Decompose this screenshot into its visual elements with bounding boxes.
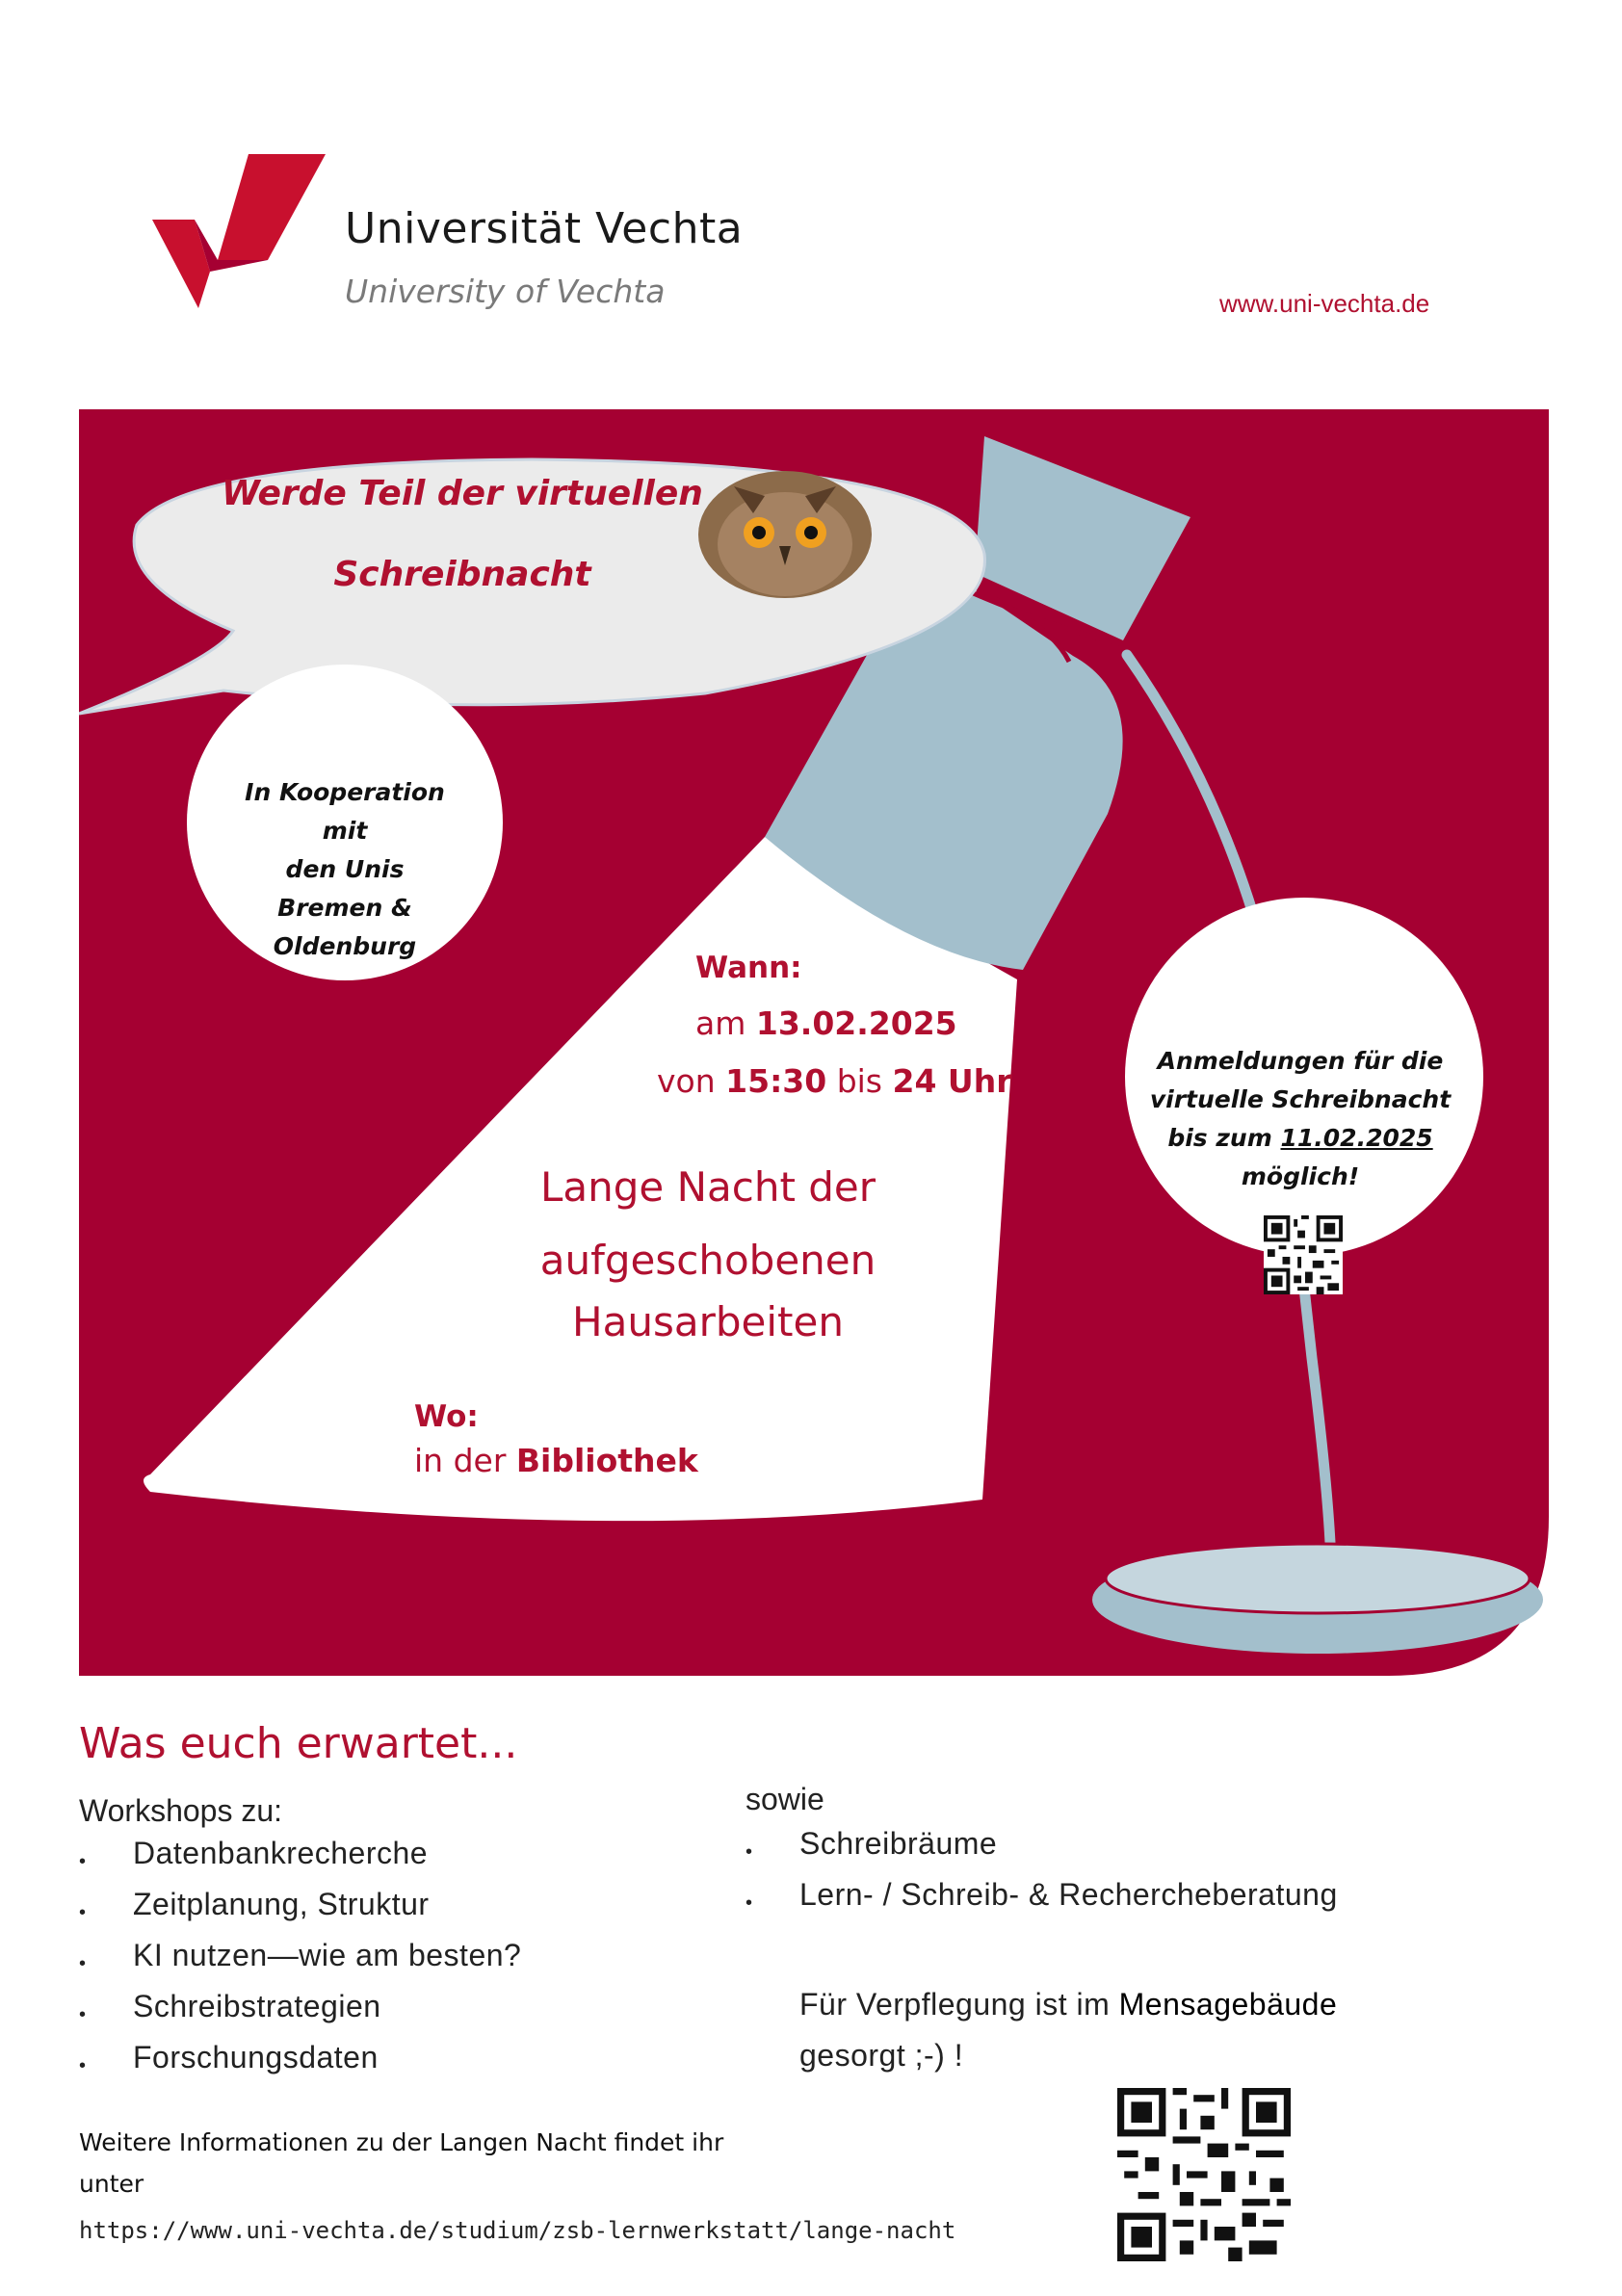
event-location: in der Bibliothek xyxy=(414,1442,698,1479)
university-name: Universität Vechta xyxy=(345,204,744,253)
qr-code-icon[interactable] xyxy=(1117,2088,1291,2261)
more-info-text: Weitere Informationen zu der Langen Nacht findet ihr unter xyxy=(79,2128,724,2198)
qr-code-icon[interactable] xyxy=(1264,1215,1343,1294)
list-item: • Lern- / Schreib- & Rechercheberatung xyxy=(746,1877,1338,1914)
registration-text: Anmeldungen für die virtuelle Schreibnacht bis zum 11.02.2025 möglich! xyxy=(1149,1047,1452,1190)
cooperation-text: In Kooperation mit den Unis Bremen & Oldenburg xyxy=(245,778,445,960)
list-item: • Schreibräume xyxy=(746,1826,998,1863)
food-note: Für Verpflegung ist im Mensagebäude gesorgt ;-) ! xyxy=(799,1987,1338,2073)
workshops-list xyxy=(79,1836,753,2091)
event-date: am 13.02.2025 xyxy=(695,1004,957,1042)
when-label: Wann: xyxy=(695,951,802,985)
bubble-line-1: Werde Teil der virtuellen xyxy=(222,474,703,513)
bubble-line-2: Schreibnacht xyxy=(333,555,591,594)
section-heading: Was euch erwartet... xyxy=(79,1719,518,1768)
where-label: Wo: xyxy=(414,1399,479,1434)
list-item: • Forschungsdaten xyxy=(79,2040,379,2076)
list-item: • Schreibstrategien xyxy=(79,1989,381,2025)
list-item: • Datenbankrecherche xyxy=(79,1836,429,1872)
university-logo-mark xyxy=(152,154,326,308)
list-item: • KI nutzen—wie am besten? xyxy=(79,1938,522,1974)
registration-deadline: 11.02.2025 xyxy=(1280,1124,1433,1152)
also-list xyxy=(746,1826,1516,1928)
university-name-english: University of Vechta xyxy=(345,273,666,310)
workshops-intro: Workshops zu: xyxy=(79,1793,283,1828)
more-info-link[interactable]: https://www.uni-vechta.de/studium/zsb-lernwerkstatt/lange-nacht xyxy=(79,2217,956,2244)
also-intro: sowie xyxy=(746,1782,824,1816)
event-time: von 15:30 bis 24 Uhr xyxy=(657,1062,1012,1100)
event-title: Lange Nacht der aufgeschobenen Hausarbeiten xyxy=(539,1163,876,1345)
website-link[interactable]: www.uni-vechta.de xyxy=(1219,289,1430,318)
list-item: • Zeitplanung, Struktur xyxy=(79,1887,430,1923)
